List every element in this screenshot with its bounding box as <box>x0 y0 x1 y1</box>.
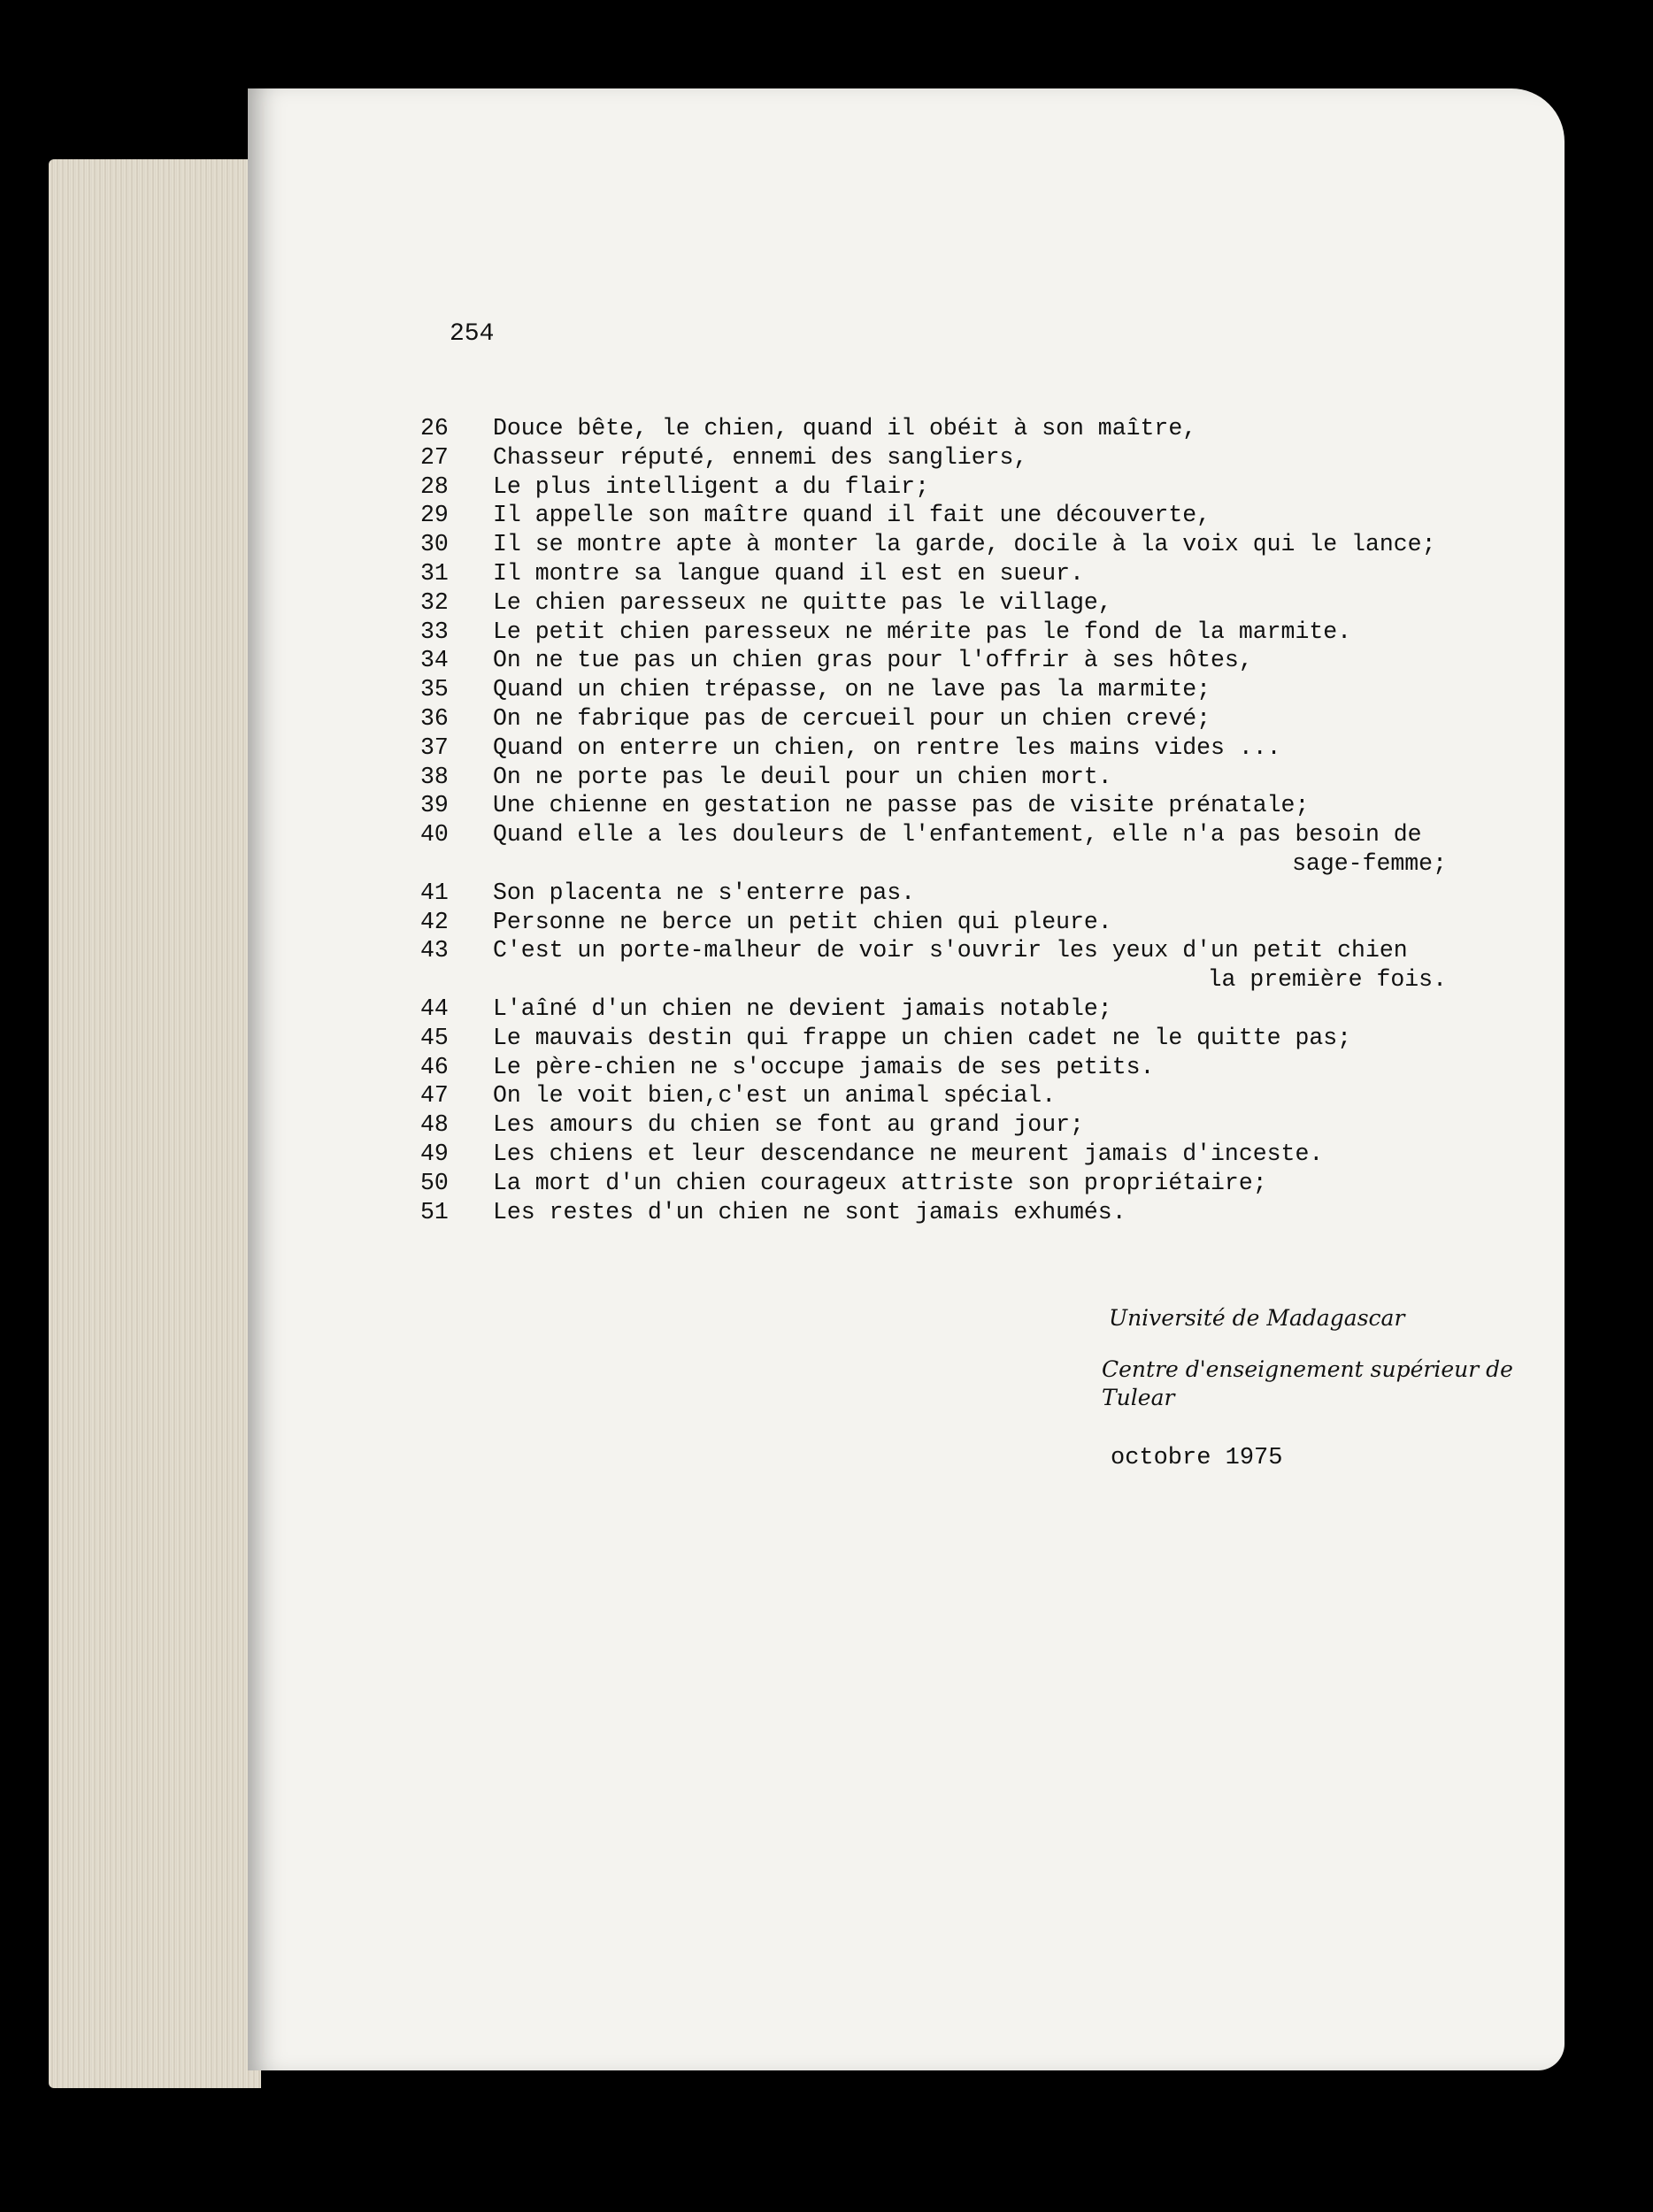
line-number: 36 <box>420 704 449 732</box>
line-text: Douce bête, le chien, quand il obéit à son maître, <box>493 415 1197 442</box>
line-number: 34 <box>420 647 449 674</box>
book-page-edges <box>49 159 261 2088</box>
verse-line <box>420 618 1456 647</box>
verse-line <box>420 530 1456 559</box>
verse-line <box>420 675 1456 704</box>
verse-list <box>420 414 1456 1226</box>
line-number: 30 <box>420 531 449 558</box>
verse-line <box>420 1053 1456 1082</box>
line-text: On ne tue pas un chien gras pour l'offrir à ses hôtes, <box>493 647 1253 674</box>
verse-line <box>420 501 1456 530</box>
verse-line <box>420 588 1456 618</box>
verse-line <box>420 1024 1456 1053</box>
line-text: Il appelle son maître quand il fait une découverte, <box>493 502 1211 529</box>
verse-line <box>420 908 1456 937</box>
verse-line <box>420 646 1456 675</box>
verse-line <box>420 414 1456 443</box>
line-text: On ne porte pas le deuil pour un chien mort. <box>493 763 1112 790</box>
verse-line <box>420 1140 1456 1169</box>
verse-line <box>420 704 1456 733</box>
line-text: Quand un chien trépasse, on ne lave pas la marmite; <box>493 676 1211 703</box>
line-number: 39 <box>420 792 449 819</box>
line-number: 27 <box>420 443 449 471</box>
line-text: La mort d'un chien courageux attriste son propriétaire; <box>493 1169 1267 1196</box>
line-number: 35 <box>420 676 449 703</box>
line-text: Le petit chien paresseux ne mérite pas le fond de la marmite. <box>493 618 1352 645</box>
line-number: 45 <box>420 1024 449 1051</box>
line-number: 41 <box>420 879 449 906</box>
verse-line <box>420 763 1456 792</box>
line-text: Chasseur réputé, ennemi des sangliers, <box>493 443 1028 471</box>
line-number: 44 <box>420 995 449 1022</box>
verse-line <box>420 1198 1456 1227</box>
line-text: C'est un porte-malheur de voir s'ouvrir les yeux d'un petit chien <box>493 937 1408 964</box>
centre-name-line1: Centre d'enseignement supérieur de <box>1102 1356 1513 1382</box>
line-text: Son placenta ne s'enterre pas. <box>493 879 916 906</box>
line-number: 33 <box>420 618 449 645</box>
line-text: Personne ne berce un petit chien qui pleure. <box>493 908 1112 935</box>
line-text: On ne fabrique pas de cercueil pour un chien crevé; <box>493 704 1211 732</box>
centre-name-line2: Tulear <box>1102 1385 1175 1410</box>
line-number: 46 <box>420 1053 449 1080</box>
line-text: Les restes d'un chien ne sont jamais exhumés. <box>493 1198 1126 1225</box>
signature-date: octobre 1975 <box>1111 1445 1283 1471</box>
line-number: 51 <box>420 1198 449 1225</box>
line-text: Le mauvais destin qui frappe un chien cadet ne le quitte pas; <box>493 1024 1352 1051</box>
line-text: Quand elle a les douleurs de l'enfantement, elle n'a pas besoin de <box>493 821 1422 849</box>
verse-line <box>420 1110 1456 1140</box>
verse-line <box>420 820 1456 849</box>
line-text: Quand on enterre un chien, on rentre les mains vides ... <box>493 733 1281 761</box>
verse-line <box>420 936 1456 965</box>
verse-line <box>420 995 1456 1024</box>
verse-line <box>420 1081 1456 1110</box>
line-continuation: sage-femme; <box>1292 849 1447 877</box>
line-number: 40 <box>420 821 449 849</box>
line-number: 50 <box>420 1169 449 1196</box>
line-number: 28 <box>420 472 449 500</box>
line-number: 43 <box>420 937 449 964</box>
line-number: 38 <box>420 763 449 790</box>
line-number: 31 <box>420 559 449 587</box>
line-continuation: la première fois. <box>1207 966 1447 994</box>
line-number: 32 <box>420 588 449 616</box>
line-text: Le plus intelligent a du flair; <box>493 472 929 500</box>
line-number: 42 <box>420 908 449 935</box>
verse-line <box>420 791 1456 820</box>
line-number: 26 <box>420 415 449 442</box>
line-text: Une chienne en gestation ne passe pas de visite prénatale; <box>493 792 1310 819</box>
line-text: Les chiens et leur descendance ne meurent jamais d'inceste. <box>493 1140 1324 1167</box>
line-text: Il se montre apte à monter la garde, docile à la voix qui le lance; <box>493 531 1436 558</box>
line-text: On le voit bien,c'est un animal spécial. <box>493 1082 1057 1110</box>
line-text: L'aîné d'un chien ne devient jamais notable; <box>493 995 1112 1022</box>
verse-line <box>420 879 1456 908</box>
verse-line <box>420 559 1456 588</box>
university-name: Université de Madagascar <box>1109 1305 1405 1331</box>
line-text: Le chien paresseux ne quitte pas le village, <box>493 588 1112 616</box>
line-number: 37 <box>420 733 449 761</box>
verse-line <box>420 733 1456 763</box>
line-number: 49 <box>420 1140 449 1167</box>
line-text: Le père-chien ne s'occupe jamais de ses petits. <box>493 1053 1155 1080</box>
line-number: 47 <box>420 1082 449 1110</box>
page-number: 254 <box>450 320 495 348</box>
line-text: Les amours du chien se font au grand jour; <box>493 1111 1084 1139</box>
line-number: 29 <box>420 502 449 529</box>
line-number: 48 <box>420 1111 449 1139</box>
verse-line <box>420 472 1456 502</box>
line-text: Il montre sa langue quand il est en sueur. <box>493 559 1084 587</box>
verse-line <box>420 1169 1456 1198</box>
verse-line <box>420 443 1456 472</box>
